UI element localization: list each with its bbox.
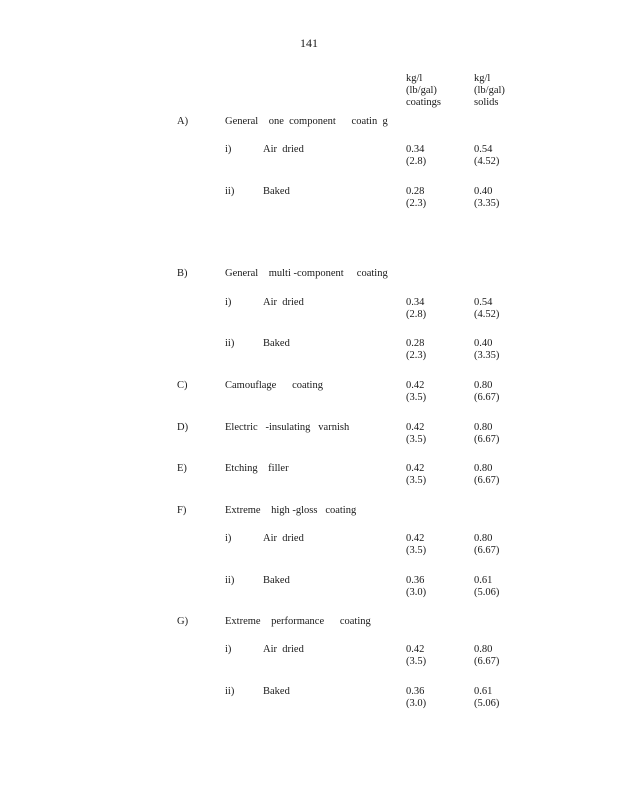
value-kgl: 0.34 bbox=[406, 297, 425, 308]
row-letter: F) bbox=[177, 505, 187, 516]
value-lbgal: (2.8) bbox=[406, 156, 427, 167]
header-line: coatings bbox=[406, 97, 441, 108]
value-lbgal: (6.67) bbox=[474, 545, 500, 556]
value-lbgal: (3.5) bbox=[406, 434, 427, 445]
value-kgl: 0.28 bbox=[406, 186, 425, 197]
row-label: Extreme high -gloss coating bbox=[225, 505, 357, 516]
value-kgl: 0.80 bbox=[474, 533, 493, 544]
sub-label: Baked bbox=[263, 186, 290, 197]
sub-number: ii) bbox=[225, 575, 235, 586]
value-lbgal: (3.5) bbox=[406, 475, 427, 486]
value-solids bbox=[474, 686, 499, 710]
value-kgl: 0.40 bbox=[474, 338, 493, 349]
value-lbgal: (6.67) bbox=[474, 475, 500, 486]
value-solids bbox=[474, 338, 499, 362]
value-coatings bbox=[406, 297, 426, 321]
value-lbgal: (5.06) bbox=[474, 587, 500, 598]
sub-number: i) bbox=[225, 297, 232, 308]
value-lbgal: (6.67) bbox=[474, 392, 500, 403]
value-solids bbox=[474, 186, 499, 210]
value-solids bbox=[474, 463, 499, 487]
value-solids bbox=[474, 533, 499, 557]
value-kgl: 0.80 bbox=[474, 644, 493, 655]
value-lbgal: (5.06) bbox=[474, 698, 500, 709]
value-lbgal: (2.8) bbox=[406, 309, 427, 320]
row-label: Etching filler bbox=[225, 463, 289, 474]
value-lbgal: (3.35) bbox=[474, 350, 500, 361]
value-kgl: 0.36 bbox=[406, 686, 425, 697]
row-label: General multi -component coating bbox=[225, 268, 388, 279]
value-solids bbox=[474, 644, 499, 668]
value-kgl: 0.54 bbox=[474, 297, 493, 308]
value-kgl: 0.61 bbox=[474, 686, 493, 697]
value-lbgal: (3.0) bbox=[406, 587, 427, 598]
sub-number: i) bbox=[225, 644, 232, 655]
value-coatings bbox=[406, 644, 426, 668]
header-line: (lb/gal) bbox=[474, 85, 505, 96]
value-lbgal: (4.52) bbox=[474, 309, 500, 320]
value-lbgal: (3.5) bbox=[406, 656, 427, 667]
sub-number: ii) bbox=[225, 686, 235, 697]
sub-label: Air dried bbox=[263, 533, 304, 544]
value-kgl: 0.42 bbox=[406, 463, 425, 474]
page-number: 141 bbox=[300, 36, 318, 50]
value-lbgal: (3.5) bbox=[406, 392, 427, 403]
sub-label: Baked bbox=[263, 686, 290, 697]
value-kgl: 0.54 bbox=[474, 144, 493, 155]
row-letter: B) bbox=[177, 268, 188, 279]
value-kgl: 0.80 bbox=[474, 463, 493, 474]
sub-label: Air dried bbox=[263, 297, 304, 308]
value-kgl: 0.40 bbox=[474, 186, 493, 197]
value-coatings bbox=[406, 533, 426, 557]
value-solids bbox=[474, 144, 499, 168]
value-lbgal: (6.67) bbox=[474, 434, 500, 445]
value-lbgal: (2.3) bbox=[406, 198, 427, 209]
value-lbgal: (6.67) bbox=[474, 656, 500, 667]
row-letter: C) bbox=[177, 380, 188, 391]
row-label: Electric -insulating varnish bbox=[225, 422, 350, 433]
value-coatings bbox=[406, 422, 426, 446]
value-coatings bbox=[406, 380, 426, 404]
value-lbgal: (4.52) bbox=[474, 156, 500, 167]
value-solids bbox=[474, 575, 499, 599]
value-kgl: 0.42 bbox=[406, 644, 425, 655]
value-solids bbox=[474, 422, 499, 446]
row-label: Extreme performance coating bbox=[225, 616, 371, 627]
sub-label: Air dried bbox=[263, 644, 304, 655]
value-coatings bbox=[406, 575, 426, 599]
value-kgl: 0.28 bbox=[406, 338, 425, 349]
row-label: Camouflage coating bbox=[225, 380, 323, 391]
value-lbgal: (3.5) bbox=[406, 545, 427, 556]
sub-number: i) bbox=[225, 144, 232, 155]
value-lbgal: (3.35) bbox=[474, 198, 500, 209]
value-lbgal: (2.3) bbox=[406, 350, 427, 361]
sub-number: ii) bbox=[225, 186, 235, 197]
row-letter: E) bbox=[177, 463, 187, 474]
value-kgl: 0.42 bbox=[406, 422, 425, 433]
sub-number: ii) bbox=[225, 338, 235, 349]
value-lbgal: (3.0) bbox=[406, 698, 427, 709]
row-letter: D) bbox=[177, 422, 189, 433]
value-coatings bbox=[406, 144, 426, 168]
value-kgl: 0.42 bbox=[406, 380, 425, 391]
header-line: kg/l bbox=[474, 73, 491, 84]
value-kgl: 0.36 bbox=[406, 575, 425, 586]
value-coatings bbox=[406, 338, 426, 362]
row-label: General one component coatin g bbox=[225, 116, 388, 127]
sub-label: Air dried bbox=[263, 144, 304, 155]
sub-label: Baked bbox=[263, 338, 290, 349]
sub-number: i) bbox=[225, 533, 232, 544]
value-kgl: 0.61 bbox=[474, 575, 493, 586]
value-coatings bbox=[406, 186, 426, 210]
column-header-solids bbox=[474, 73, 505, 109]
value-kgl: 0.80 bbox=[474, 422, 493, 433]
value-coatings bbox=[406, 463, 426, 487]
header-line: kg/l bbox=[406, 73, 423, 84]
header-line: (lb/gal) bbox=[406, 85, 437, 96]
value-solids bbox=[474, 297, 499, 321]
value-solids bbox=[474, 380, 499, 404]
sub-label: Baked bbox=[263, 575, 290, 586]
value-coatings bbox=[406, 686, 426, 710]
header-line: solids bbox=[474, 97, 499, 108]
value-kgl: 0.42 bbox=[406, 533, 425, 544]
value-kgl: 0.34 bbox=[406, 144, 425, 155]
value-kgl: 0.80 bbox=[474, 380, 493, 391]
row-letter: G) bbox=[177, 616, 189, 627]
row-letter: A) bbox=[177, 116, 189, 127]
column-header-coatings bbox=[406, 73, 441, 109]
